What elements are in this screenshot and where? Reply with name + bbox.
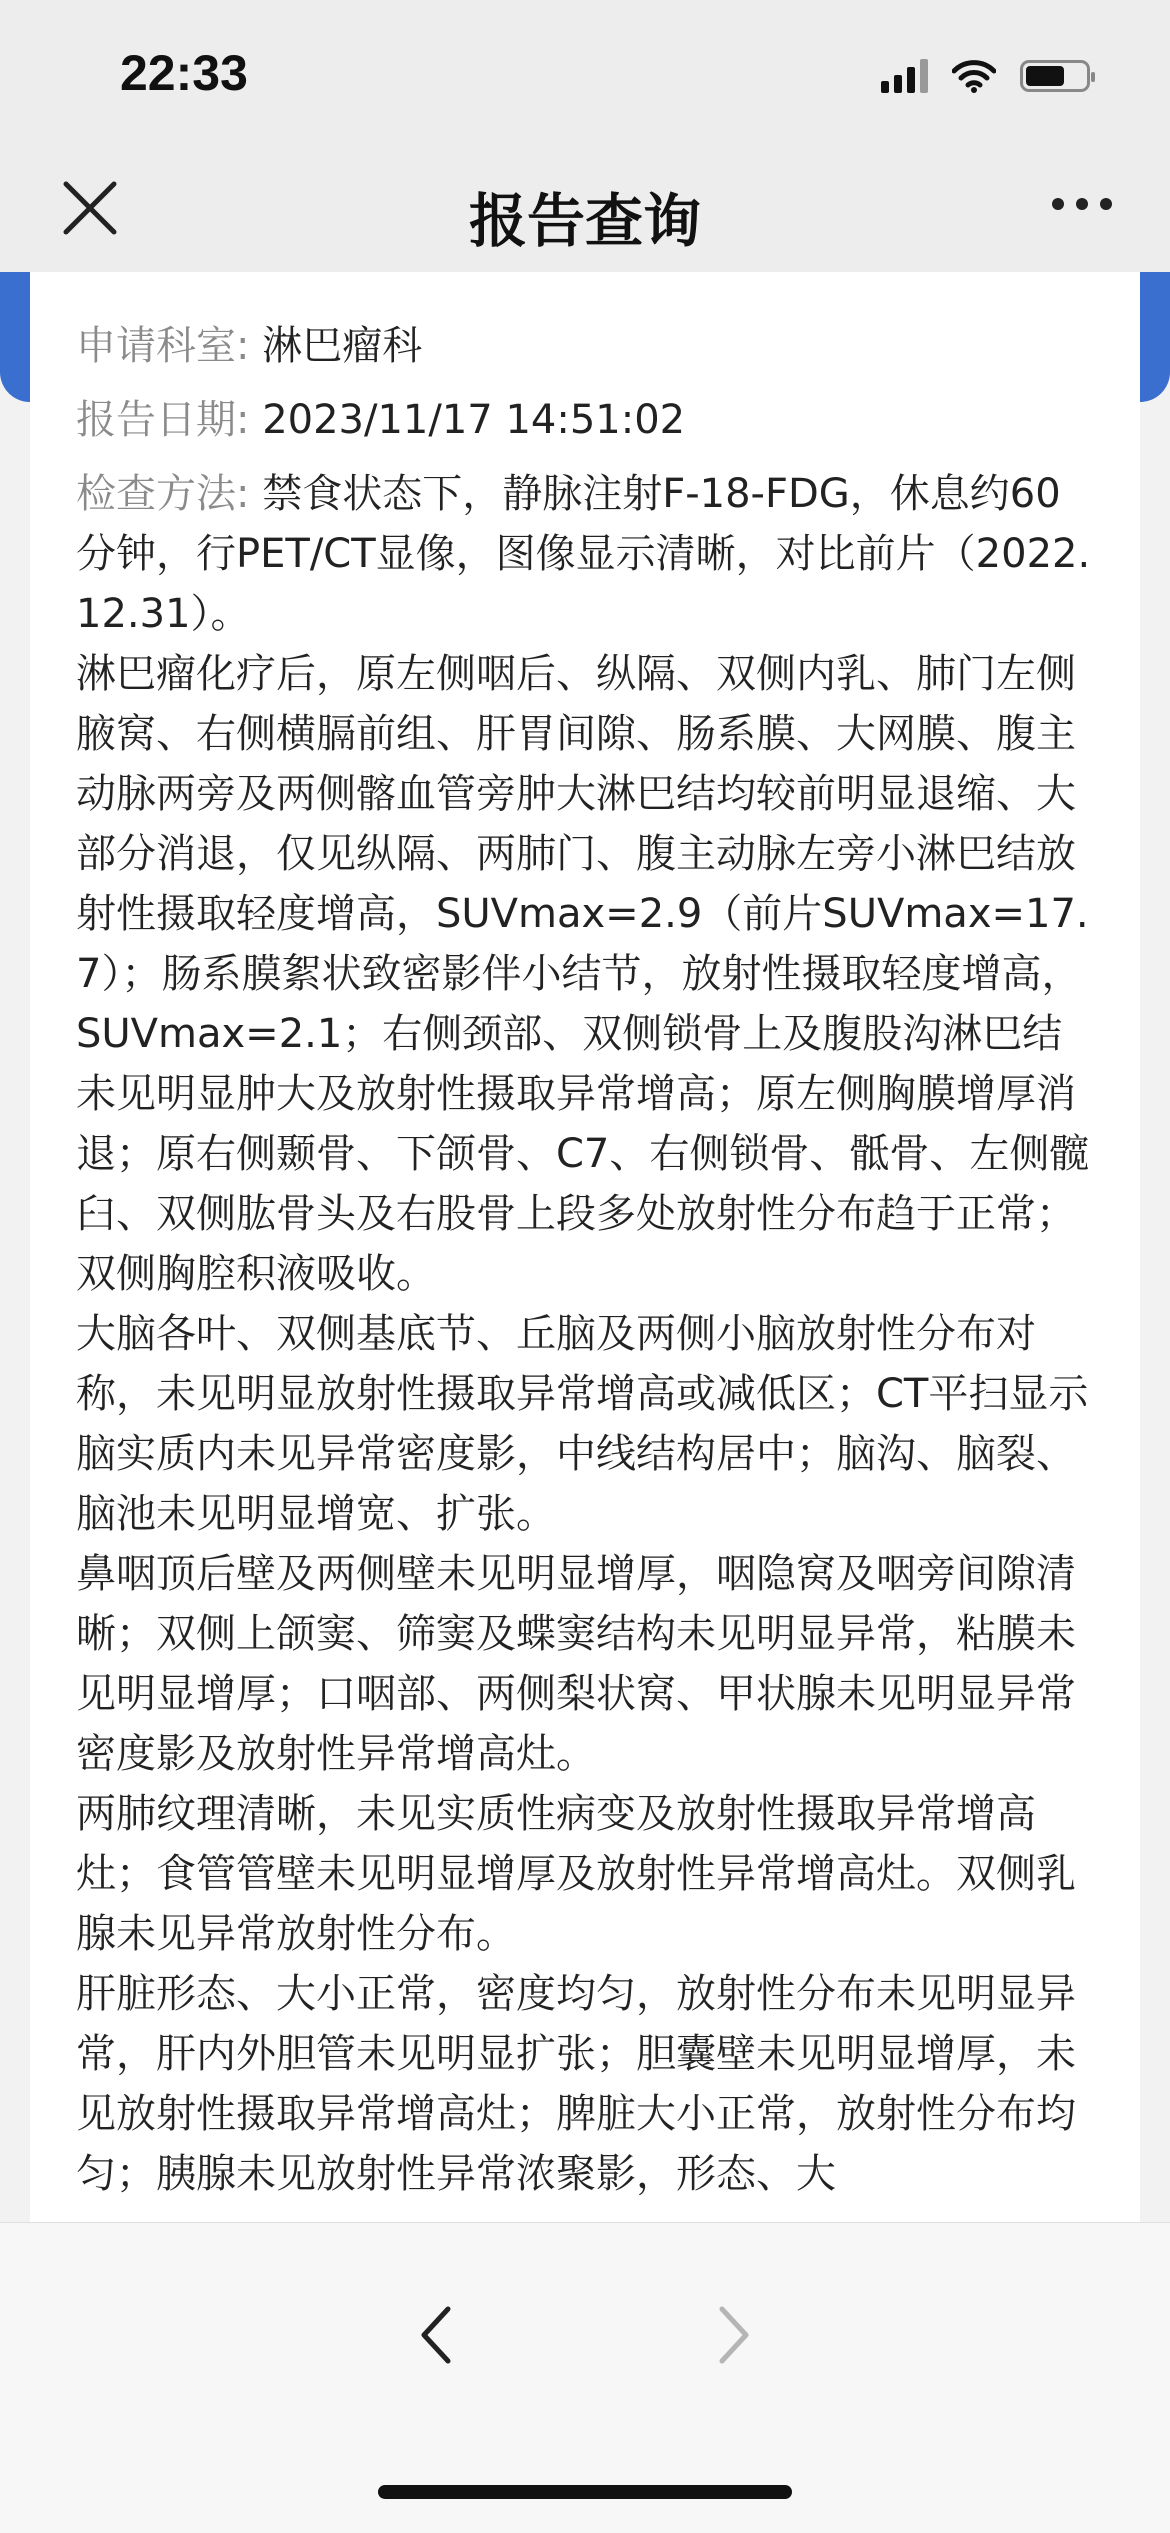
more-icon-dot — [1052, 198, 1064, 210]
more-icon-dot — [1076, 198, 1088, 210]
status-bar — [0, 0, 1170, 150]
dept-label: 申请科室: — [76, 323, 250, 369]
forward-button[interactable] — [710, 2295, 760, 2375]
wifi-icon — [952, 59, 996, 93]
date-field — [76, 390, 1094, 450]
dept-value: 淋巴瘤科 — [262, 323, 423, 369]
date-label: 报告日期: — [76, 397, 250, 443]
chevron-left-icon — [410, 2295, 460, 2375]
report-paragraph: 淋巴瘤化疗后，原左侧咽后、纵隔、双侧内乳、肺门左侧腋窝、右侧横膈前组、肝胃间隙、肠系膜、大网膜、腹主动脉两旁及两侧髂血管旁肿大淋巴结均较前明显退缩、大部分消退，仅见纵隔、两肺门、腹主动脉左旁小淋巴结放射性摄取轻度增高，SUVmax=2.9（前片SUVmax=17.7）；肠系膜絮状致密影伴小结节，放射性摄取轻度增高，SUVmax=2.1；右侧颈部、双侧锁骨上及腹股沟淋巴结未见明显肿大及放射性摄取异常增高；原左侧胸膜增厚消退；原右侧颞骨、下颌骨、C7、右侧锁骨、骶骨、左侧髋臼、双侧肱骨头及右股骨上段多处放射性分布趋于正常；双侧胸腔积液吸收。 — [76, 651, 1090, 1297]
header-accent-left — [0, 272, 30, 402]
dept-field — [76, 316, 1094, 376]
header-accent-right — [1140, 272, 1170, 402]
method-label: 检查方法: — [76, 471, 250, 517]
status-icons — [881, 56, 1090, 96]
battery-icon — [1020, 60, 1090, 92]
nav-bar — [0, 150, 1170, 273]
report-paragraph: 两肺纹理清晰，未见实质性病变及放射性摄取异常增高灶；食管管壁未见明显增厚及放射性异常增高灶。双侧乳腺未见异常放射性分布。 — [76, 1791, 1076, 1957]
report-paragraph: 鼻咽顶后壁及两侧壁未见明显增厚，咽隐窝及咽旁间隙清晰；双侧上颌窦、筛窦及蝶窦结构未见明显异常，粘膜未见明显增厚；口咽部、两侧梨状窝、甲状腺未见明显异常密度影及放射性异常增高灶。 — [76, 1551, 1076, 1777]
page-title: 报告查询 — [468, 187, 701, 255]
date-value: 2023/11/17 14:51:02 — [262, 397, 686, 443]
method-value: 禁食状态下，静脉注射F-18-FDG，休息约60分钟，行PET/CT显像，图像显示清晰，对比前片（2022.12.31）。 — [76, 471, 1091, 637]
more-icon-dot — [1100, 198, 1112, 210]
cellular-signal-icon — [881, 59, 928, 93]
report-paragraph: 肝脏形态、大小正常，密度均匀，放射性分布未见明显异常，肝内外胆管未见明显扩张；胆囊壁未见明显增厚，未见放射性摄取异常增高灶；脾脏大小正常，放射性分布均匀；胰腺未见放射性异常浓聚影，形态、大 — [76, 1971, 1076, 2197]
report-paragraph: 大脑各叶、双侧基底节、丘脑及两侧小脑放射性分布对称，未见明显放射性摄取异常增高或减低区；CT平扫显示脑实质内未见异常密度影，中线结构居中；脑沟、脑裂、脑池未见明显增宽、扩张。 — [76, 1311, 1089, 1537]
status-time: 22:33 — [120, 45, 248, 101]
report-card[interactable] — [30, 272, 1140, 2222]
chevron-right-icon — [710, 2295, 760, 2375]
method-field — [76, 464, 1094, 644]
back-button[interactable] — [410, 2295, 460, 2375]
bottom-toolbar — [0, 2222, 1170, 2533]
more-button[interactable] — [1052, 198, 1112, 210]
home-indicator[interactable] — [378, 2485, 792, 2499]
